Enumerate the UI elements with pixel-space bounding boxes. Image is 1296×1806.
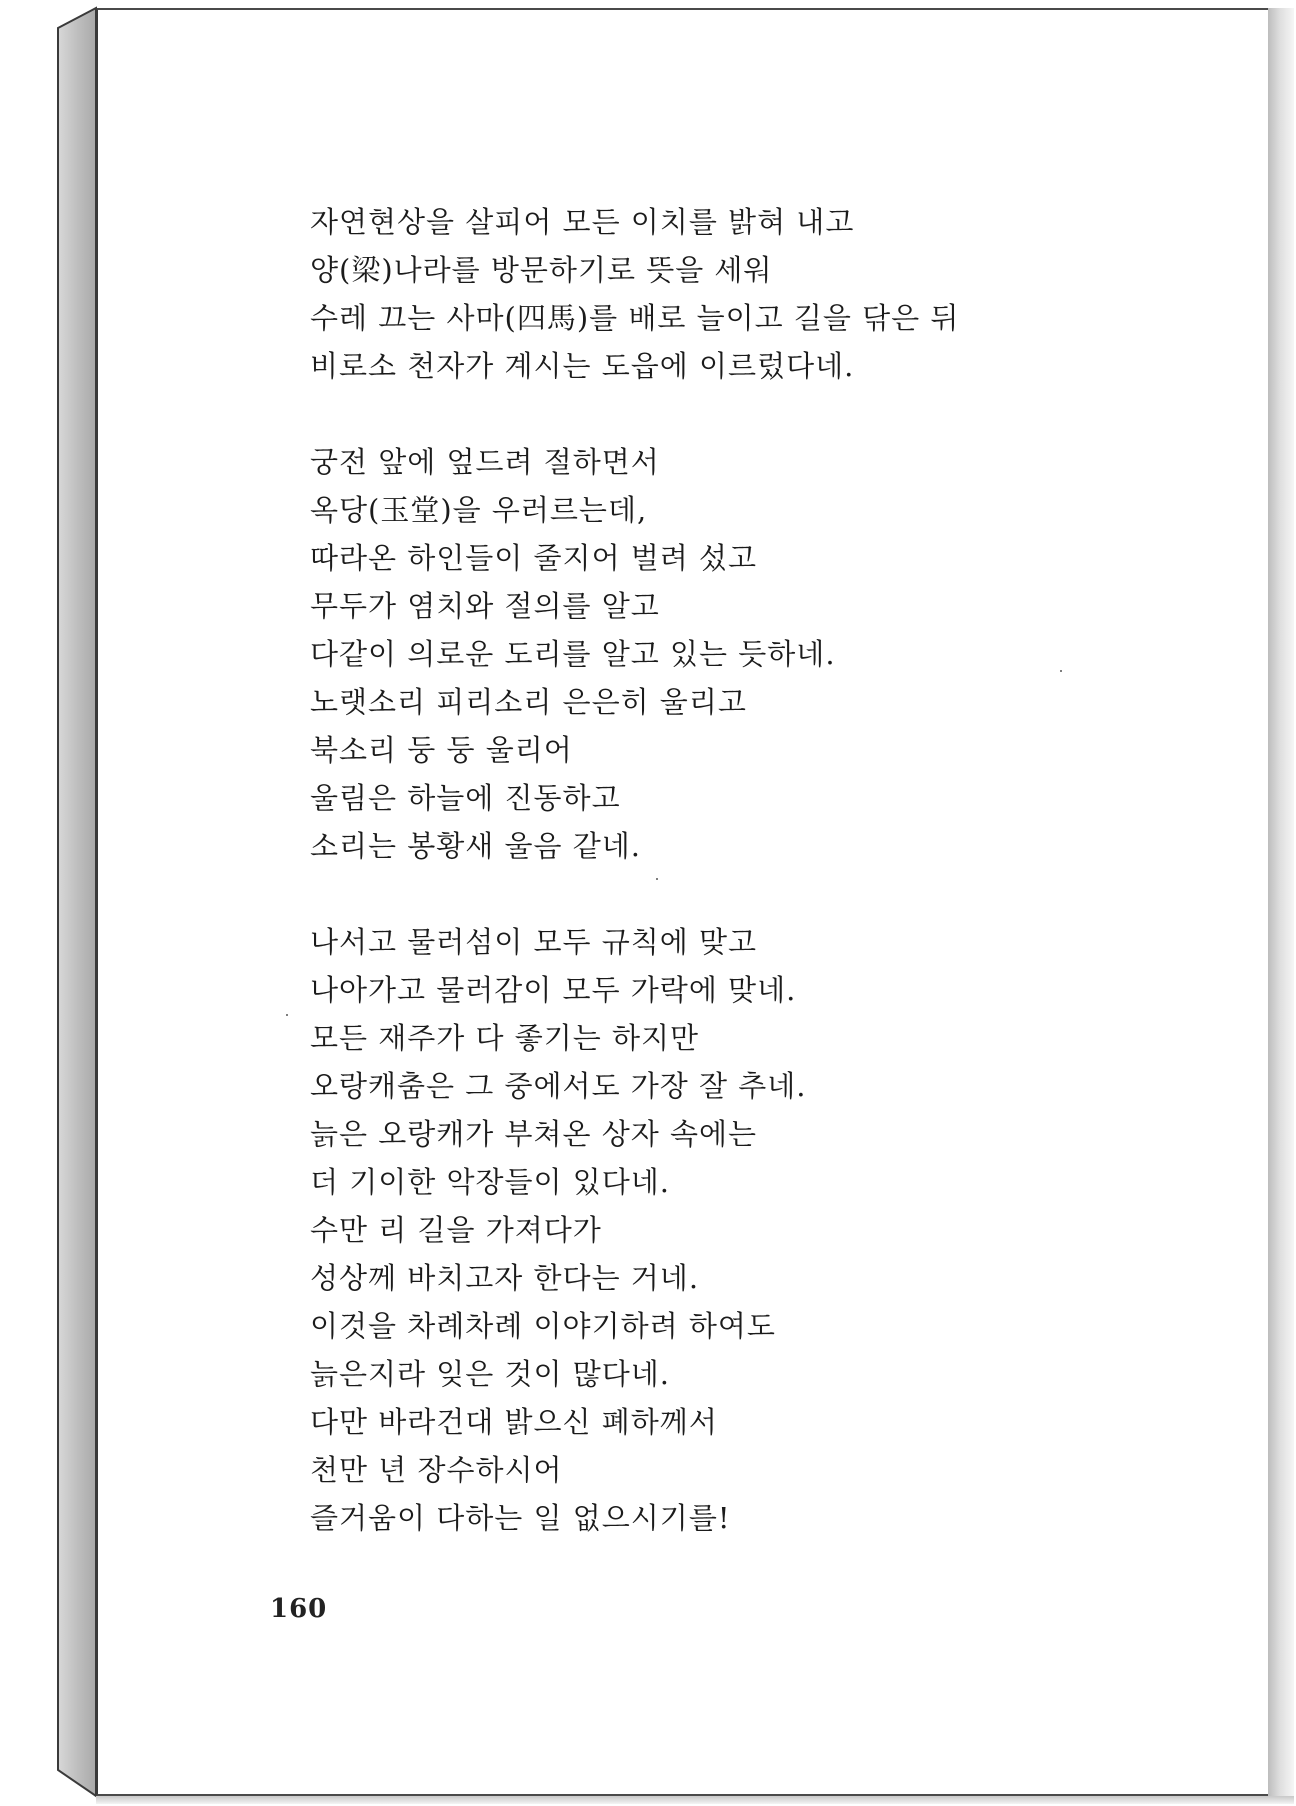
- poem-line: 나아가고 물러감이 모두 가락에 맞네.: [310, 973, 797, 1007]
- poem-line: 다같이 의로운 도리를 알고 있는 듯하네.: [310, 637, 836, 671]
- poem-line: 늙은지라 잊은 것이 많다네.: [310, 1357, 671, 1391]
- stanza-1: [310, 198, 1130, 390]
- poem-line: 수만 리 길을 가져다가: [310, 1213, 602, 1247]
- page-bottom-shadow: [96, 1796, 1294, 1804]
- poem-line: 궁전 앞에 엎드려 절하면서: [310, 445, 660, 479]
- poem-line: 모든 재주가 다 좋기는 하지만: [310, 1021, 700, 1055]
- dust-speck: [1060, 670, 1062, 672]
- stanza-2: [310, 438, 1130, 870]
- poem-line: 북소리 둥 둥 울리어: [310, 733, 573, 767]
- poem-line: 나서고 물러섬이 모두 규칙에 맞고: [310, 925, 758, 959]
- dust-speck: [656, 878, 658, 880]
- poem-line: 즐거움이 다하는 일 없으시기를!: [310, 1501, 731, 1535]
- poem-line: 수레 끄는 사마(四馬)를 배로 늘이고 길을 닦은 뒤: [310, 301, 960, 335]
- poem-line: 소리는 봉황새 울음 같네.: [310, 829, 642, 863]
- poem-line: 늙은 오랑캐가 부쳐온 상자 속에는: [310, 1117, 758, 1151]
- dust-speck: [286, 1014, 288, 1016]
- poem-line: 따라온 하인들이 줄지어 벌려 섰고: [310, 541, 758, 575]
- poem-line: 비로소 천자가 계시는 도읍에 이르렀다네.: [310, 349, 855, 383]
- poem-line: 천만 년 장수하시어: [310, 1453, 563, 1487]
- poem-line: 자연현상을 살피어 모든 이치를 밝혀 내고: [310, 205, 855, 239]
- poem-line: 오랑캐춤은 그 중에서도 가장 잘 추네.: [310, 1069, 807, 1103]
- poem-line: 울림은 하늘에 진동하고: [310, 781, 621, 815]
- stanza-3: [310, 918, 1130, 1542]
- page-number: 160: [270, 1594, 328, 1624]
- poem-line: 성상께 바치고자 한다는 거네.: [310, 1261, 700, 1295]
- poem-line: 옥당(玉堂)을 우러르는데,: [310, 493, 648, 527]
- page-right-shadow: [1268, 8, 1294, 1798]
- poem-line: 양(梁)나라를 방문하기로 뜻을 세워: [310, 253, 773, 287]
- poem-line: 무두가 염치와 절의를 알고: [310, 589, 660, 623]
- poem-text: [310, 198, 1130, 1542]
- poem-line: 노랫소리 피리소리 은은히 울리고: [310, 685, 747, 719]
- poem-line: 이것을 차례차례 이야기하려 하여도: [310, 1309, 776, 1343]
- poem-line: 다만 바라건대 밝으신 폐하께서: [310, 1405, 718, 1439]
- poem-line: 더 기이한 악장들이 있다네.: [310, 1165, 671, 1199]
